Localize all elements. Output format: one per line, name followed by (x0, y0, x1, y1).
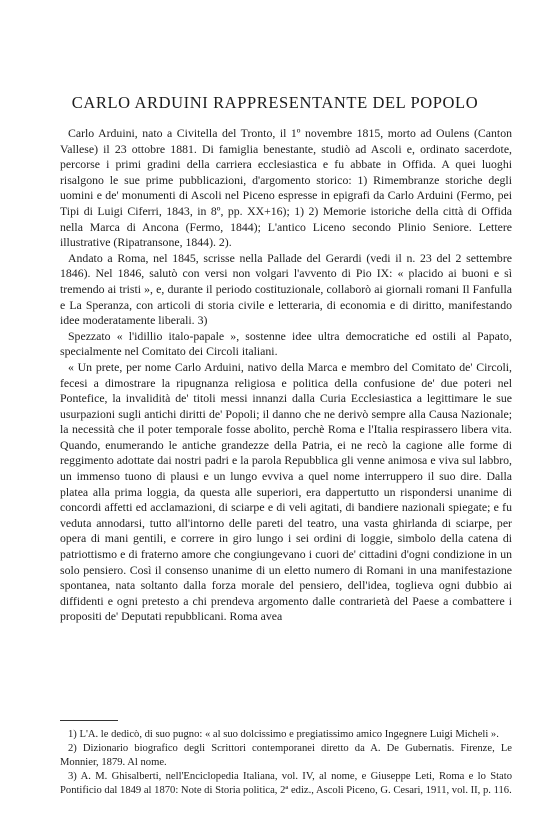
footnote: 1) L'A. le dedicò, di suo pugno: « al suo dolcissimo e pregiatissimo amico Ingegnere Luigi Micheli ». (68, 729, 499, 740)
paragraph: « Un prete, per nome Carlo Arduini, nativo della Marca e membro del Comitato de' Circoli, fecesi a dimostrare la ripugnanza religiosa e politica della confusione de' due poteri nel Pontefice, la invalidità de' titoli messi innanzi dalla Curia Ecclesiastica a legittimare le sue usurpazioni sugli antichi diritti de' Popoli; il danno che ne derivò sempre alla Causa Nazionale; la necessità che il poter temporale fosse abolito, perchè Roma e l'Italia respirassero libera vita. Quando, enumerando le antiche grandezze della Patria, ei ne recò la cagione alle forme di reggimento adottate dai nostri padri e la parola Repubblica gli venne animosa e viva sul labbro, un immenso tuono di plausi e un lungo evviva a quel nome interruppero il suo dire. Dalla platea alla prima loggia, da questa alle superiori, era dappertutto un rispondersi unanime di concordi affetti ed acclamazioni, di sciarpe e di veli agitati, di bandiere nazionali spiegate; e fu veduta annodarsi, tutto all'intorno delle pareti del teatro, una vasta ghirlanda di sciarpe, per opera di mani gentili, e correre in giro lungo i sei ordini di loggie, simbolo della catena di patriottismo e di fraterno amore che congiungevano i cuori de' cittadini d'ogni condizione in un solo pensiero. Così il consenso unanime di un eletto numero di Romani in una manifestazione spontanea, nata soltanto dalla forza morale del pensiero, dell'idea, toglieva ogni dubbio ai diffidenti e ogni pretesto a chi prendeva argomento dalle contrarietà del Paese a combattere i propositi de' Deputati repubblicani. Roma avea (60, 359, 512, 624)
paragraph: Carlo Arduini, nato a Civitella del Tronto, il 1º novembre 1815, morto ad Oulens (Canton Vallese) il 23 ottobre 1881. Di famiglia benestante, studiò ad Ascoli e, ordinato sacerdote, percorse i primi gradini della carriera ecclesiastica e fu abbate in Offida. A quei luoghi risalgono le sue prime pubblicazioni, d'argomento storico: 1) Rimembranze storiche degli uomini e de' monumenti di Ascoli nel Piceno espresse in epigrafi da Carlo Arduini (Fermo, pei Tipi di Luigi Ciferri, 1843, in 8º, pp. XX+16); 1) 2) Memorie istoriche della città di Offida nella Marca di Ancona (Fermo, 1844); L'antico Liceno secondo Plinio Seniore. Lettere illustrative (Ripatransone, 1844). 2). (60, 126, 512, 250)
footnote-separator (60, 720, 118, 721)
chapter-title: CARLO ARDUINI RAPPRESENTANTE DEL POPOLO (71, 93, 479, 112)
body-text (60, 126, 512, 625)
footnote: 3) A. M. Ghisalberti, nell'Enciclopedia Italiana, vol. IV, al nome, e Giuseppe Leti, Roma e lo Stato Pontificio dal 1849 al 1870: Note di Storia politica, 2ª ediz., Ascoli Piceno, G. Cesari, 1911, vol. II, p. 116. (60, 771, 512, 796)
paragraph: Andato a Roma, nel 1845, scrisse nella Pallade del Gerardi (vedi il n. 23 del 2 settembre 1846). Nel 1846, salutò con versi non volgari l'avvento di Pio IX: « placido ai buoni e sì tremendo ai tristi », e, durante il periodo costituzionale, collaborò ai giornali romani Il Fanfulla e La Speranza, con articoli di storia civile e letteraria, di economia e di diritto, manifestando idee moderatamente liberali. 3) (60, 250, 512, 328)
footnotes (60, 728, 512, 798)
paragraph: Spezzato « l'idillio italo-papale », sostenne idee ultra democratiche ed ostili al Papato, specialmente nel Comitato dei Circoli italiani. (60, 328, 512, 359)
footnote: 2) Dizionario biografico degli Scrittori contemporanei diretto da A. De Gubernatis. Firenze, Le Monnier, 1879. Al nome. (60, 743, 512, 768)
